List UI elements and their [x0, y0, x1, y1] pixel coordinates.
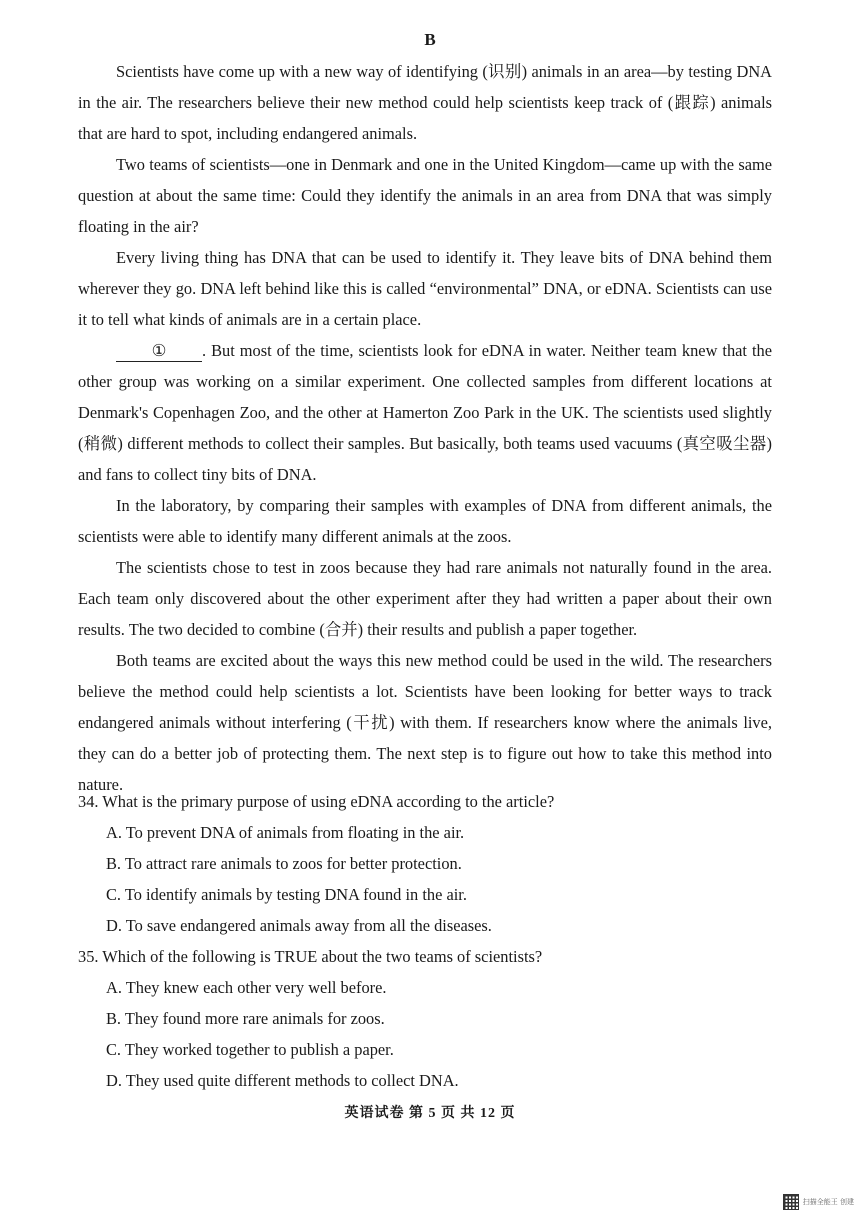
question-35 [78, 941, 772, 1096]
qr-code-icon [783, 1194, 799, 1210]
question-stem: 34. What is the primary purpose of using eDNA according to the article? [78, 792, 555, 811]
page-footer: 英语试卷 第 5 页 共 12 页 [344, 1106, 516, 1121]
option-c: C. To identify animals by testing DNA found in the air. [106, 885, 467, 904]
question-stem: 35. Which of the following is TRUE about the two teams of scientists? [78, 947, 543, 966]
paragraph-6: The scientists chose to test in zoos because they had rare animals not naturally found in the area. Each team only discovered about the other experiment after they had written a paper about their own results. The two decided to combine (合并) their results and publish a paper together. [78, 558, 772, 639]
paragraph-3: Every living thing has DNA that can be used to identify it. They leave bits of DNA behind them wherever they go. DNA left behind like this is called “environmental” DNA, or eDNA. Scientists can use it to tell what kinds of animals are in a certain place. [78, 248, 772, 329]
paragraph-4-text: . But most of the time, scientists look for eDNA in water. Neither team knew that the other group was working on a similar experiment. One collected samples from different locations at Denmark's Copenhagen Zoo, and the other at Hamerton Zoo Park in the UK. The scientists used slightly (稍微) different methods to collect their samples. But basically, both teams used vacuums (真空吸尘器) and fans to collect tiny bits of DNA. [78, 341, 772, 484]
option-d: D. They used quite different methods to collect DNA. [106, 1071, 459, 1090]
paragraph-5: In the laboratory, by comparing their samples with examples of DNA from different animals, the scientists were able to identify many different animals at the zoos. [78, 496, 772, 546]
question-34 [78, 786, 772, 941]
option-b: B. To attract rare animals to zoos for better protection. [106, 854, 462, 873]
option-d: D. To save endangered animals away from all the diseases. [106, 916, 492, 935]
option-a: A. To prevent DNA of animals from floating in the air. [106, 823, 465, 842]
option-b: B. They found more rare animals for zoos. [106, 1009, 385, 1028]
question-list [78, 786, 772, 1096]
watermark-text: 扫描全能王 创建 [802, 1198, 854, 1206]
paragraph-7: Both teams are excited about the ways this new method could be used in the wild. The researchers believe the method could help scientists a lot. Scientists have been looking for better ways to track endangered animals without interfering (干扰) with them. If researchers know where the animals live, they can do a better job of protecting them. The next step is to figure out how to take this method into nature. [78, 651, 772, 794]
paragraph-2: Two teams of scientists—one in Denmark and one in the United Kingdom—came up with the same question at about the same time: Could they identify the animals in an area from DNA that was simply floating in the air? [78, 155, 772, 236]
paragraph-4 [78, 335, 772, 490]
paragraph-1: Scientists have come up with a new way of identifying (识别) animals in an area—by testing DNA in the air. The researchers believe their new method could help scientists keep track of (跟踪) animals that are hard to spot, including endangered animals. [78, 62, 772, 143]
option-a: A. They knew each other very well before. [106, 978, 387, 997]
reading-passage [78, 56, 772, 800]
section-heading: B [424, 30, 436, 49]
blank-1: ① [116, 341, 202, 362]
option-c: C. They worked together to publish a paper. [106, 1040, 394, 1059]
scanner-watermark [783, 1194, 854, 1210]
